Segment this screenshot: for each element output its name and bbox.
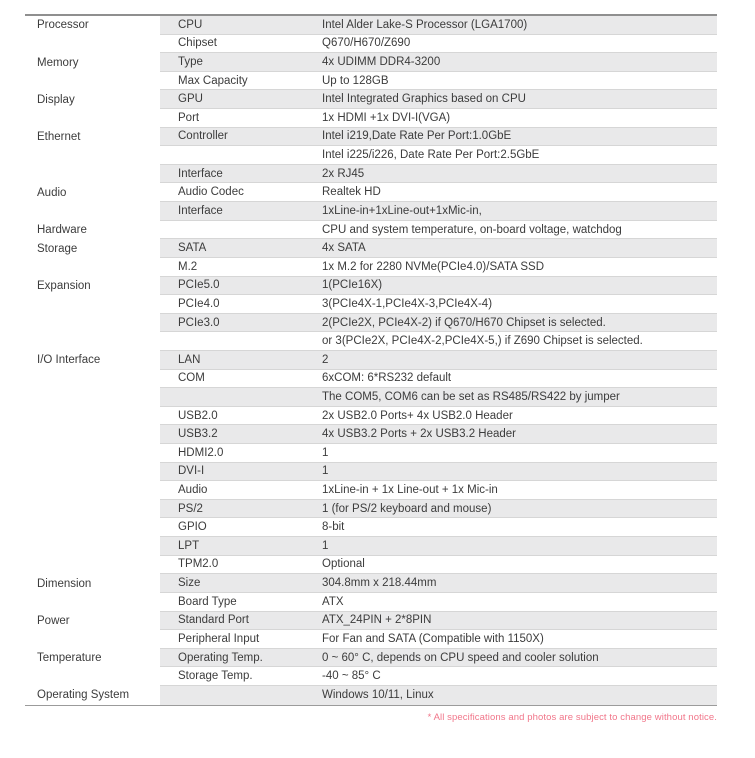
label-cell: Standard Port [178,614,249,627]
value-cell: 2x USB2.0 Ports+ 4x USB2.0 Header [322,409,513,422]
value-cell: 2 [322,353,329,366]
spec-row [25,444,717,463]
row-content [160,258,717,277]
category-cell [25,146,160,165]
value-cell: Optional [322,558,365,571]
value-cell: ATX [322,595,344,608]
label-cell: PS/2 [178,502,203,515]
category-cell [25,667,160,686]
label-cell: PCIe4.0 [178,297,220,310]
spec-row [25,370,717,389]
category-cell [25,332,160,351]
label-cell: CPU [178,18,203,31]
row-content [160,277,717,296]
row-content [160,165,717,184]
category-cell [25,314,160,333]
label-cell: Board Type [178,595,237,608]
label-cell: PCIe5.0 [178,279,220,292]
row-content [160,128,717,147]
spec-row [25,258,717,277]
spec-row [25,295,717,314]
row-content [160,500,717,519]
row-content [160,221,717,240]
row-content [160,239,717,258]
label-cell: USB2.0 [178,409,218,422]
value-cell: Up to 128GB [322,74,389,87]
row-content [160,388,717,407]
category-cell [25,35,160,54]
disclaimer-footnote: * All specifications and photos are subject to change without notice. [427,712,717,723]
row-content [160,612,717,631]
value-cell: 1 (for PS/2 keyboard and mouse) [322,502,492,515]
label-cell: DVI-I [178,465,205,478]
row-content [160,481,717,500]
value-cell: 4x SATA [322,242,366,255]
spec-row [25,574,717,593]
value-cell: 8-bit [322,521,345,534]
row-content [160,53,717,72]
row-content [160,183,717,202]
category-cell: Hardware [25,221,160,240]
spec-row [25,630,717,649]
label-cell: Audio [178,484,208,497]
row-content [160,314,717,333]
value-cell: -40 ~ 85° C [322,670,381,683]
category-cell: I/O Interface [25,351,160,370]
category-cell [25,370,160,389]
value-cell: Intel Integrated Graphics based on CPU [322,93,526,106]
label-cell [160,686,322,705]
spec-row [25,202,717,221]
label-cell [160,221,322,239]
value-cell: 2x RJ45 [322,167,365,180]
value-cell: 1x M.2 for 2280 NVMe(PCIe4.0)/SATA SSD [322,260,544,273]
category-cell [25,481,160,500]
label-cell: SATA [178,242,207,255]
spec-row [25,537,717,556]
row-content [160,146,717,165]
spec-row [25,649,717,668]
spec-row [25,612,717,631]
row-content [160,463,717,482]
value-cell: Intel i225/i226, Date Rate Per Port:2.5GbE [322,149,540,162]
spec-row [25,109,717,128]
row-content [160,649,717,668]
value-cell: 1xLine-in + 1x Line-out + 1x Mic-in [322,484,498,497]
category-cell [25,388,160,407]
row-content [160,370,717,389]
value-cell: The COM5, COM6 can be set as RS485/RS422 by jumper [322,390,620,403]
spec-row [25,16,717,35]
spec-row [25,593,717,612]
label-cell: Controller [178,130,228,143]
row-content [160,574,717,593]
spec-row [25,165,717,184]
category-cell: Memory [25,53,160,72]
value-cell: 1 [322,446,329,459]
label-cell: Port [178,111,200,124]
label-cell: Operating Temp. [178,651,263,664]
spec-row [25,221,717,240]
spec-row [25,332,717,351]
category-cell [25,425,160,444]
category-cell [25,444,160,463]
row-content [160,295,717,314]
category-cell [25,72,160,91]
value-cell: 3(PCIe4X-1,PCIe4X-3,PCIe4X-4) [322,297,493,310]
category-cell [25,109,160,128]
row-content [160,518,717,537]
category-cell [25,407,160,426]
label-cell [160,146,322,164]
value-cell: 1 [322,539,329,552]
row-content [160,35,717,54]
row-content [160,667,717,686]
spec-row [25,351,717,370]
row-content [160,407,717,426]
value-cell: 2(PCIe2X, PCIe4X-2) if Q670/H670 Chipset is selected. [322,316,606,329]
value-cell: Intel Alder Lake-S Processor (LGA1700) [322,18,528,31]
label-cell: M.2 [178,260,198,273]
spec-row [25,407,717,426]
category-cell: Power [25,612,160,631]
value-cell: 4x USB3.2 Ports + 2x USB3.2 Header [322,428,517,441]
spec-table-body [25,16,717,705]
label-cell: COM [178,372,205,385]
spec-row [25,556,717,575]
spec-row [25,388,717,407]
value-cell: 0 ~ 60° C, depends on CPU speed and cooler solution [322,651,599,664]
spec-row [25,667,717,686]
row-content [160,556,717,575]
spec-row [25,183,717,202]
label-cell: Interface [178,167,223,180]
row-content [160,537,717,556]
category-cell: Display [25,90,160,109]
row-content [160,686,717,705]
category-cell: Processor [25,16,160,35]
label-cell: GPU [178,93,203,106]
row-content [160,16,717,35]
label-cell [160,332,322,350]
value-cell: 4x UDIMM DDR4-3200 [322,56,441,69]
spec-row [25,90,717,109]
value-cell: or 3(PCIe2X, PCIe4X-2,PCIe4X-5,) if Z690 Chipset is selected. [322,335,643,348]
label-cell: Type [178,56,203,69]
label-cell: LAN [178,353,201,366]
value-cell: Windows 10/11, Linux [322,689,434,702]
spec-row [25,239,717,258]
category-cell [25,537,160,556]
category-cell: Dimension [25,574,160,593]
label-cell: HDMI2.0 [178,446,224,459]
label-cell [160,388,322,406]
row-content [160,425,717,444]
spec-row [25,53,717,72]
category-cell [25,500,160,519]
label-cell: Size [178,577,201,590]
spec-row [25,500,717,519]
row-content [160,90,717,109]
label-cell: Interface [178,204,223,217]
category-cell [25,463,160,482]
category-cell [25,593,160,612]
value-cell: 1x HDMI +1x DVI-I(VGA) [322,111,451,124]
label-cell: USB3.2 [178,428,218,441]
label-cell: TPM2.0 [178,558,219,571]
spec-row [25,128,717,147]
category-cell: Ethernet [25,128,160,147]
spec-row [25,463,717,482]
value-cell: 6xCOM: 6*RS232 default [322,372,452,385]
value-cell: 304.8mm x 218.44mm [322,577,437,590]
label-cell: LPT [178,539,200,552]
category-cell [25,295,160,314]
row-content [160,332,717,351]
category-cell: Temperature [25,649,160,668]
spec-row [25,314,717,333]
value-cell: 1xLine-in+1xLine-out+1xMic-in, [322,204,482,217]
row-content [160,351,717,370]
value-cell: Intel i219,Date Rate Per Port:1.0GbE [322,130,512,143]
row-content [160,593,717,612]
spec-row [25,481,717,500]
value-cell: 1 [322,465,329,478]
spec-table [25,14,717,706]
label-cell: Chipset [178,37,217,50]
category-cell: Operating System [25,686,160,705]
label-cell: PCIe3.0 [178,316,220,329]
label-cell: Peripheral Input [178,632,260,645]
spec-row [25,686,717,705]
spec-row [25,35,717,54]
label-cell: Storage Temp. [178,670,253,683]
category-cell [25,258,160,277]
row-content [160,109,717,128]
row-content [160,72,717,91]
category-cell [25,630,160,649]
category-cell: Storage [25,239,160,258]
row-content [160,444,717,463]
spec-row [25,518,717,537]
value-cell: 1(PCIe16X) [322,279,383,292]
row-content [160,630,717,649]
value-cell: Q670/H670/Z690 [322,37,411,50]
category-cell [25,165,160,184]
label-cell: Audio Codec [178,186,244,199]
spec-row [25,146,717,165]
value-cell: ATX_24PIN + 2*8PIN [322,614,432,627]
row-content [160,202,717,221]
spec-row [25,277,717,296]
label-cell: GPIO [178,521,207,534]
value-cell: CPU and system temperature, on-board voltage, watchdog [322,223,622,236]
category-cell: Expansion [25,277,160,296]
category-cell [25,518,160,537]
value-cell: Realtek HD [322,186,381,199]
category-cell [25,556,160,575]
value-cell: For Fan and SATA (Compatible with 1150X) [322,632,544,645]
spec-row [25,425,717,444]
category-cell: Audio [25,183,160,202]
category-cell [25,202,160,221]
label-cell: Max Capacity [178,74,248,87]
spec-row [25,72,717,91]
